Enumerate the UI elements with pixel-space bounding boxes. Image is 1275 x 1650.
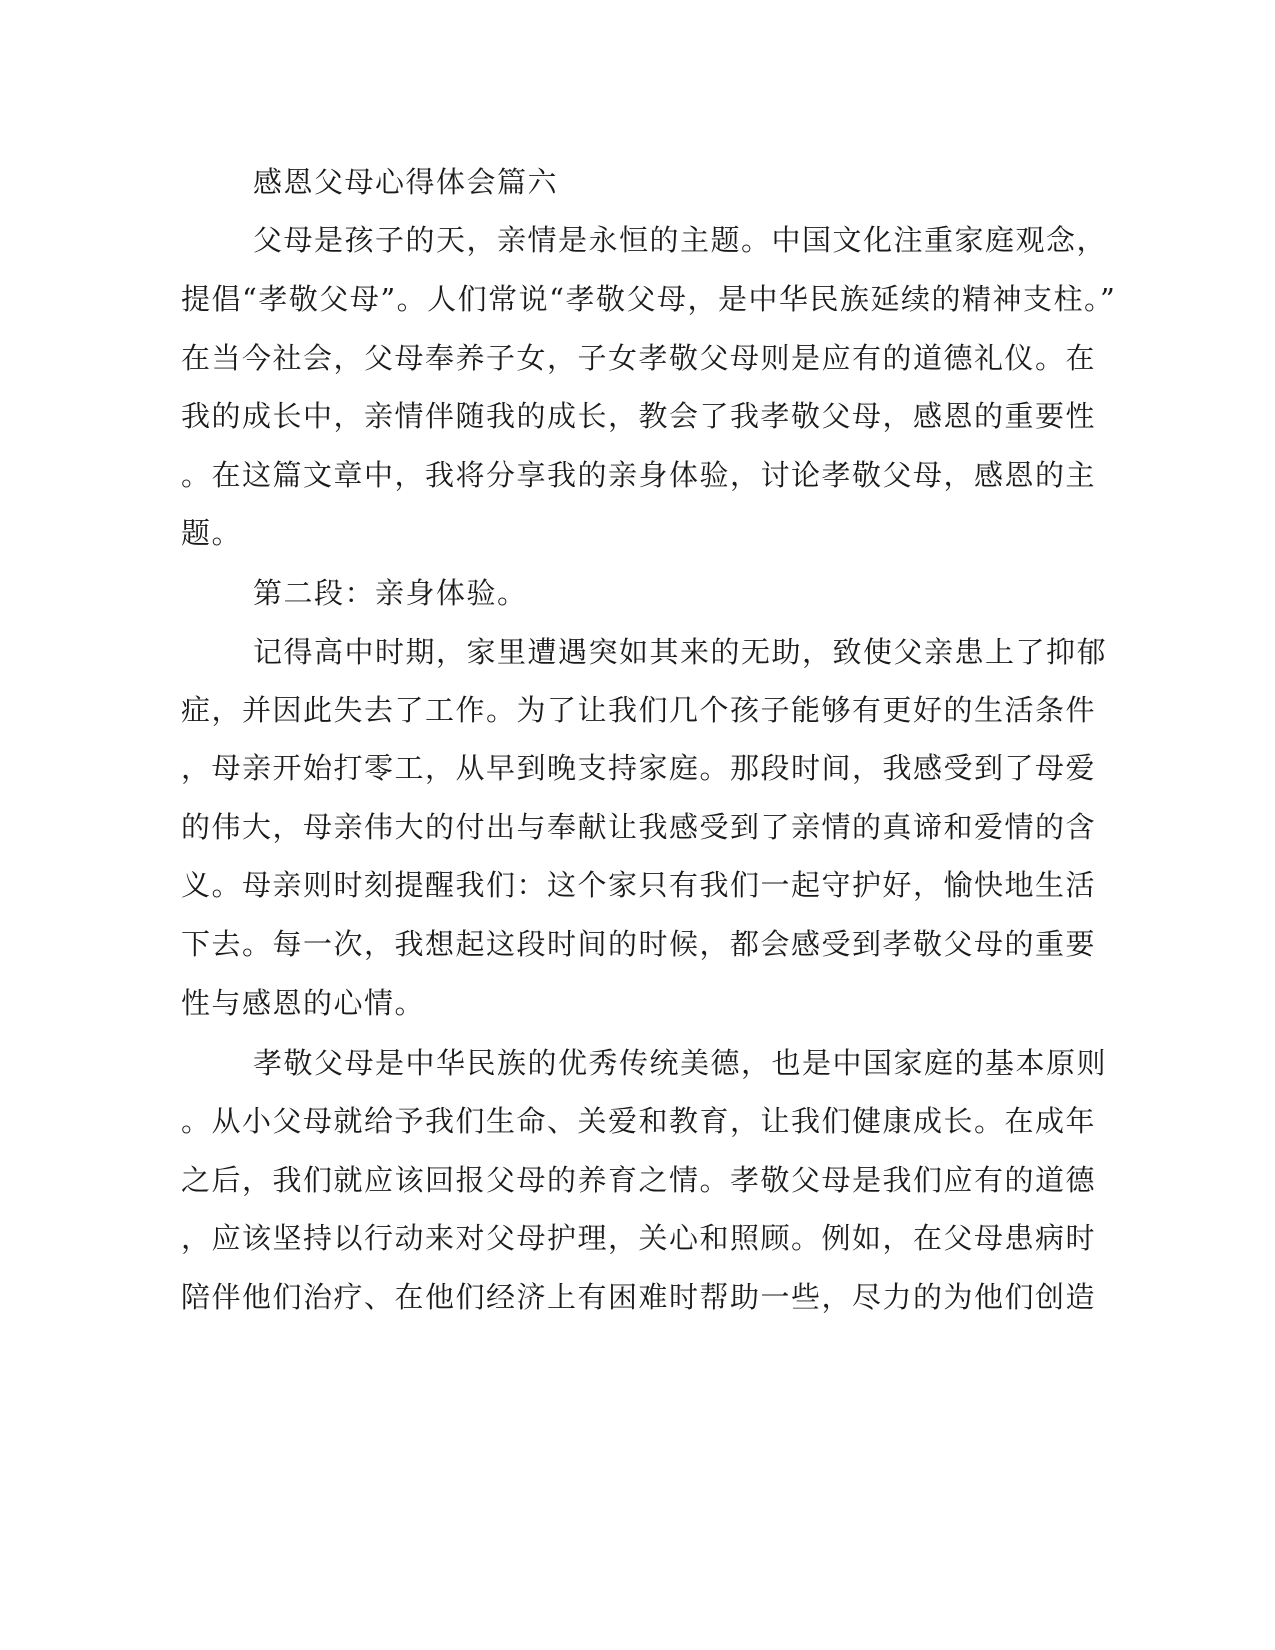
paragraph-line: 我的成长中，亲情伴随我的成长，教会了我孝敬父母，感恩的重要性 bbox=[181, 399, 1097, 433]
paragraph-line: 提倡“孝敬父母”。人们常说“孝敬父母，是中华民族延续的精神支柱。” bbox=[181, 282, 1117, 316]
paragraph-line: 症，并因此失去了工作。为了让我们几个孩子能够有更好的生活条件 bbox=[181, 693, 1097, 727]
paragraph-line: 。从小父母就给予我们生命、关爱和教育，让我们健康成长。在成年 bbox=[181, 1104, 1097, 1138]
document-title: 感恩父母心得体会篇六 bbox=[253, 165, 559, 199]
paragraph-line: ，应该坚持以行动来对父母护理，关心和照顾。例如，在父母患病时 bbox=[181, 1221, 1097, 1255]
paragraph-line: ，母亲开始打零工，从早到晚支持家庭。那段时间，我感受到了母爱 bbox=[181, 751, 1097, 785]
paragraph-line: 的伟大，母亲伟大的付出与奉献让我感受到了亲情的真谛和爱情的含 bbox=[181, 810, 1097, 844]
paragraph-line: 陪伴他们治疗、在他们经济上有困难时帮助一些，尽力的为他们创造 bbox=[181, 1280, 1097, 1314]
paragraph-line: 。在这篇文章中，我将分享我的亲身体验，讨论孝敬父母，感恩的主 bbox=[181, 458, 1097, 492]
paragraph-line: 记得高中时期，家里遭遇突如其来的无助，致使父亲患上了抑郁 bbox=[253, 635, 1108, 669]
paragraph-line: 父母是孩子的天，亲情是永恒的主题。中国文化注重家庭观念， bbox=[253, 223, 1108, 257]
section-heading: 第二段：亲身体验。 bbox=[253, 576, 528, 610]
paragraph-line: 在当今社会，父母奉养子女，子女孝敬父母则是应有的道德礼仪。在 bbox=[181, 341, 1097, 375]
paragraph-line: 性与感恩的心情。 bbox=[181, 986, 426, 1020]
paragraph-line: 下去。每一次，我想起这段时间的时候，都会感受到孝敬父母的重要 bbox=[181, 927, 1097, 961]
paragraph-line: 之后，我们就应该回报父母的养育之情。孝敬父母是我们应有的道德 bbox=[181, 1163, 1097, 1197]
paragraph-line: 题。 bbox=[181, 516, 243, 550]
paragraph-line: 义。母亲则时刻提醒我们：这个家只有我们一起守护好，愉快地生活 bbox=[181, 868, 1097, 902]
paragraph-line: 孝敬父母是中华民族的优秀传统美德，也是中国家庭的基本原则 bbox=[253, 1046, 1108, 1080]
